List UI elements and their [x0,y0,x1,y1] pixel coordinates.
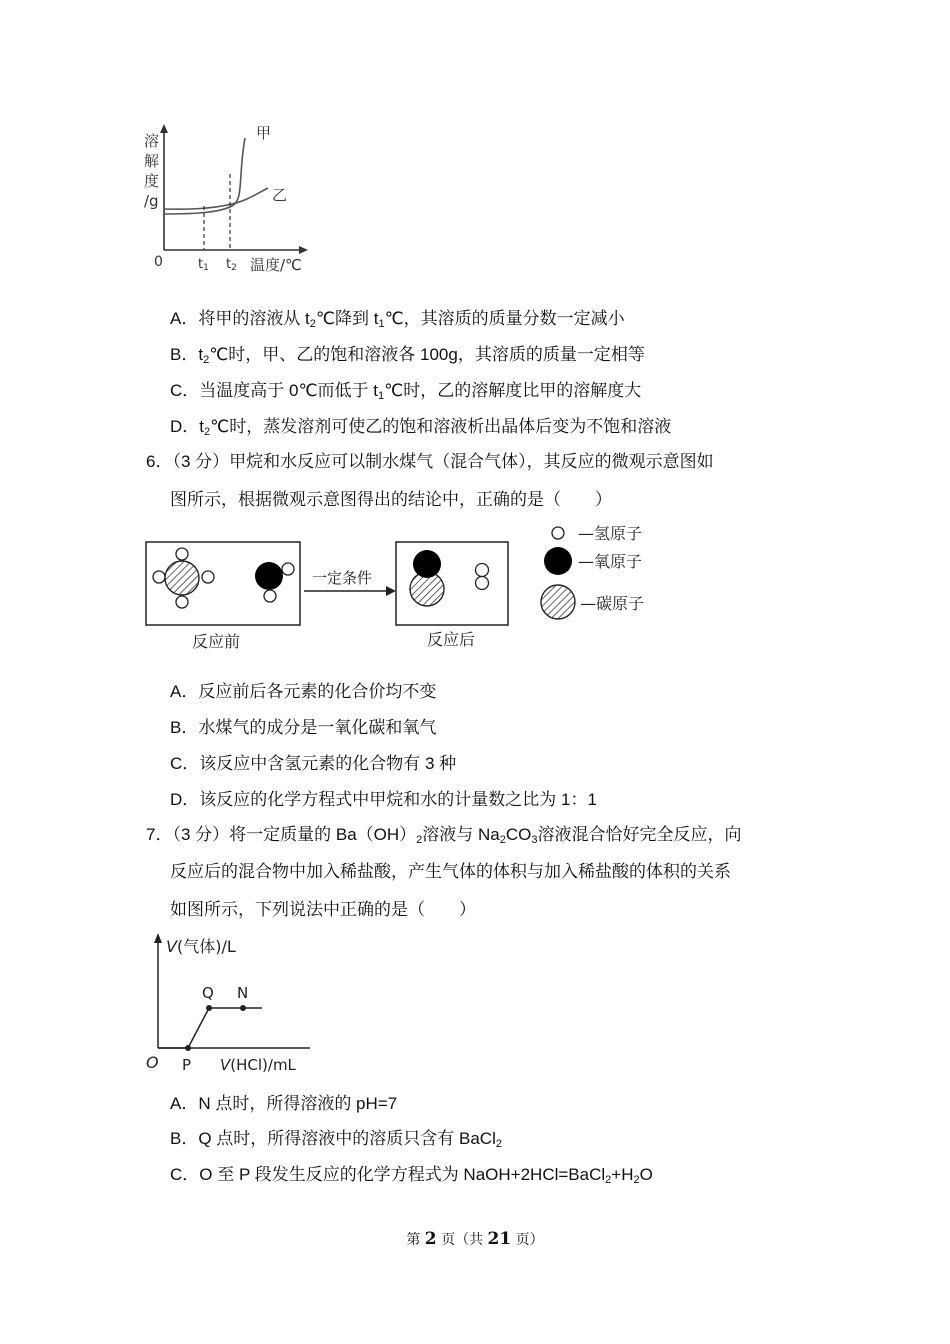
water-molecule [255,562,294,602]
q5-option-d: D．$t_2℃$时，蒸发溶剂可使乙的饱和溶液析出晶体后变为不饱和溶液 [170,417,672,438]
reaction-arrow-icon [386,586,396,596]
graph-n-label: N [237,984,249,1002]
page-footer: 第 2 页（共 21 页） [406,1229,544,1249]
point-q [206,1005,212,1011]
y-axis-arrow-icon [160,124,168,133]
y-label-4: /g [144,192,159,210]
legend-hydrogen-label: —氢原子 [578,524,643,543]
legend-oxygen-label: —氧原子 [578,552,643,571]
q7-option-c: C．O 至 P 段发生反应的化学方程式为 $NaOH+2HCl=BaCl_2+H_2O$ [170,1165,653,1186]
q5-option-c: C．当温度高于 0℃而低于 $t_1℃$时，乙的溶解度比甲的溶解度大 [170,381,642,402]
x-axis-label: 温度/℃ [250,256,302,274]
graph-origin: O [146,1053,159,1072]
series-jia-label: 甲 [256,124,272,142]
before-label: 反应前 [192,632,241,651]
legend-hydrogen-icon [552,527,564,539]
legend-oxygen-icon [544,547,572,575]
reaction-diagram [140,520,680,660]
legend-carbon-label: —碳原子 [580,594,645,613]
co-molecule [410,550,444,606]
q6-option-a: A．反应前后各元素的化合价均不变 [170,682,437,701]
y-label-1: 溶 [144,132,160,150]
graph-p-label: P [182,1056,192,1074]
gas-volume-graph [140,928,320,1078]
q6-option-c: C．该反应中含氢元素的化合物有 3 种 [170,754,457,773]
legend-carbon-icon [541,585,575,619]
gas-curve [158,1008,262,1048]
y-label-2: 解 [144,152,160,170]
q5-option-a: A．将甲的溶液从 $t_2℃$降到 $t_1℃$，其溶质的质量分数一定减小 [170,309,625,330]
curve-jia [164,138,245,214]
point-n [240,1005,246,1011]
point-p [185,1045,191,1051]
graph-q-label: Q [202,984,214,1002]
q6-stem-line2: 图所示，根据微观示意图得出的结论中，正确的是（ ） [170,490,612,509]
x-axis-arrow-icon [299,246,308,254]
q7-stem-line3: 如图所示，下列说法中正确的是（ ） [170,900,476,919]
tick-t1: t1 [198,257,209,273]
solubility-chart [140,118,320,278]
curve-yi [164,188,268,209]
graph-x-label: V(HCl)/mL [220,1056,296,1074]
q6-option-d: D．该反应的化学方程式中甲烷和水的计量数之比为 1：1 [170,790,597,809]
q6-option-b: B．水煤气的成分是一氧化碳和氧气 [170,718,437,737]
series-yi-label: 乙 [272,186,288,204]
graph-y-label: V(气体)/L [166,937,236,956]
origin-label: 0 [154,254,163,270]
arrow-label: 一定条件 [312,569,373,587]
q7-stem-line2: 反应后的混合物中加入稀盐酸，产生气体的体积与加入稀盐酸的体积的关系 [170,862,731,881]
q7-option-b: B．Q 点时，所得溶液中的溶质只含有 BaCl$_2$ [170,1129,502,1150]
y-label-3: 度 [144,172,160,190]
q7-option-a: A．N 点时，所得溶液的 pH=7 [170,1094,398,1113]
q5-option-b: B．$t_2℃$时，甲、乙的饱和溶液各 100g，其溶质的质量一定相等 [170,345,645,366]
q7-stem-line1: 7．（3 分）将一定质量的 $Ba(OH)_2$溶液与 $Na_2CO_3$溶液混合恰好完全反应，向 [146,825,742,846]
q6-stem-line1: 6．（3 分）甲烷和水反应可以制水煤气（混合气体），其反应的微观示意图如 [146,452,714,471]
h2-molecule [476,564,489,590]
methane-molecule [153,548,214,608]
after-label: 反应后 [427,630,476,649]
tick-t2: t2 [226,257,237,273]
graph-y-arrow-icon [154,933,162,943]
